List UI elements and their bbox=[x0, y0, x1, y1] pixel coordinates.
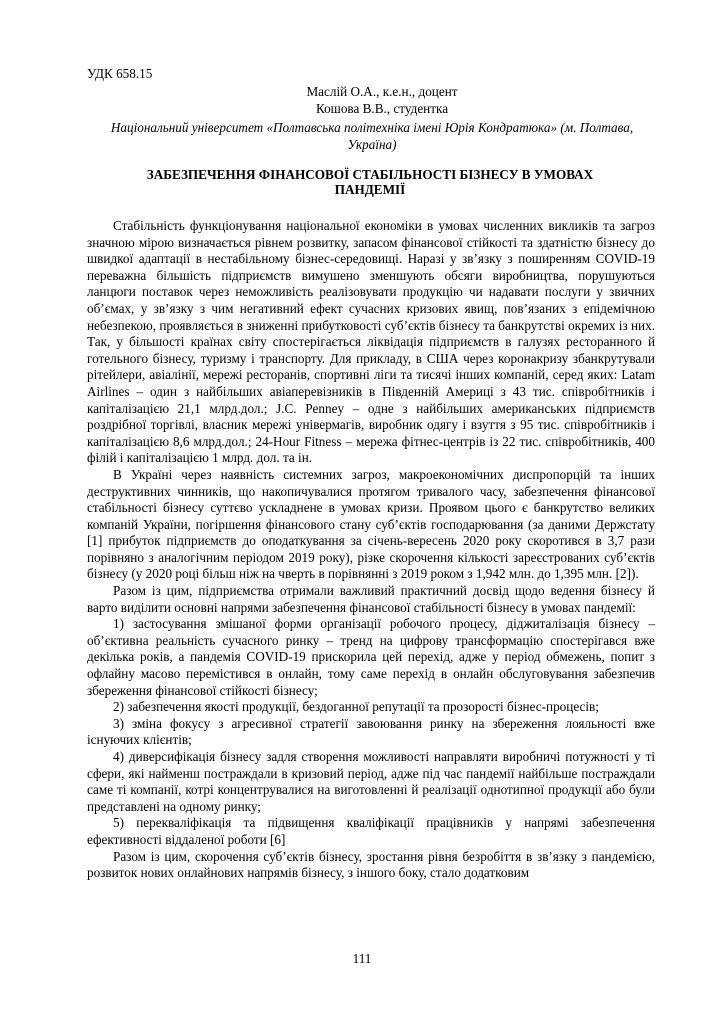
list-item: 3) зміна фокусу з агресивної стратегії завоювання ринку на збереження лояльності вже існуючих клієнтів; bbox=[87, 715, 655, 748]
article-title: ЗАБЕЗПЕЧЕННЯ ФІНАНСОВОЇ СТАБІЛЬНОСТІ БІЗНЕСУ В УМОВАХ ПАНДЕМІЇ bbox=[146, 167, 594, 197]
paragraph: Разом із цим, скорочення суб’єктів бізнесу, зростання рівня безробіття в зв’язку з пандемією, розвиток нових онлайнових напрямів бізнесу, з іншого боку, стало додатковим bbox=[87, 848, 655, 881]
paragraph: В Україні через наявність системних загроз, макроекономічних диспропорцій та інших деструктивних чинників, що накопичувалися протягом тривалого часу, забезпечення фінансової стабільності бізнесу суттєво ускладнене в умовах кризи. Проявом цього є банкрутство великих компаній України, погіршення фінансового стану суб’єктів господарювання (за даними Держстату [1] прибуток підприємств до оподаткування за січень-вересень 2020 року скоротився в 3,7 рази порівняно з аналогічним періодом 2019 року), різке скорочення кількості зареєстрованих суб’єктів бізнесу (у 2020 році більш ніж на чверть в порівнянні з 2019 роком з 1,942 млн. до 1,395 млн. [2]). bbox=[87, 466, 655, 582]
list-item: 2) забезпечення якості продукції, бездоганної репутації та прозорості бізнес-процесів; bbox=[113, 699, 599, 715]
affiliation: Національний університет «Полтавська політехніка імені Юрія Кондратюка» (м. Полтава, Україна) bbox=[110, 120, 634, 152]
article-body bbox=[87, 218, 655, 882]
list-item: 4) диверсифікація бізнесу задля створення можливості направляти виробничі потужності у ті сфери, які найменш постраждали в кризовий період, адже під час пандемії найбільше постраждали саме ті компанії, котрі концентрувалися на виготовленні й реалізації однотипної продукції або були представлені на одному ринку; bbox=[87, 749, 655, 814]
paragraph: Стабільність функціонування національної економіки в умовах численних викликів та загроз значною мірою визначається рівнем розвитку, запасом фінансової стійкості та здатністю бізнесу до швидкої адаптації в нестабільному бізнес-середовищі. Наразі у зв’язку з поширенням COVID-19 переважна більшість підприємств вимушено зменшують обсяги виробництва, порушуються ланцюги поставок через неможливість реалізовувати продукцію чи надавати послуги у звичних об’ємах, у зв’язку з чим негативний ефект сучасних кризових явищ, пов’язаних з епідемічною небезпекою, проявляється в зниженні прибутковості суб’єктів бізнесу та банкрутстві окремих із них. Так, у більшості країнах світу спостерігається ліквідація підприємств в галузях ресторанного й готельного бізнесу, туризму і транспорту. Для прикладу, в США через коронакризу збанкрутували рітейлери, авіалінії, мережі ресторанів, спортивні ліги та тисячі інших компаній, серед яких: Latam Airlines – один з найбільших авіаперевізників в Південній Америці з 43 тис. співробітників і капіталізацією 21,1 млрд.дол.; J.C. Penney – одне з найбільших американських підприємств роздрібної торгівлі, власник мережі універмагів, виробник одягу і взуття з 95 тис. співробітників і капіталізацією 8,6 млрд.дол.; 24-Hour Fitness – мережа фітнес-центрів із 22 тис. співробітників, 400 філій і капіталізацією 1 млрд. дол. та ін. bbox=[87, 218, 655, 466]
udc-code: УДК 658.15 bbox=[87, 66, 153, 81]
author-line-1: Маслій О.А., к.е.н., доцент bbox=[306, 84, 458, 99]
paragraph: Разом із цим, підприємства отримали важливий практичний досвід щодо ведення бізнесу й варто виділити основні напрями забезпечення фінансової стабільності бізнесу в умовах пандемії: bbox=[87, 583, 655, 615]
author-line-2: Кошова В.В., студентка bbox=[315, 101, 449, 116]
page-number: 111 bbox=[352, 951, 372, 966]
list-item: 1) застосування змішаної форми організації робочого процесу, діджиталізація бізнесу – об’єктивна реальність сучасного ринку – тренд на цифрову трансформацію спостерігався вже декілька років, а пандемія COVID-19 прискорила цей перехід, адже у період обмежень, попит з офлайну масово перемістився в онлайн, тому саме перехід в онлайн обслуговування забезпечив збереження фінансової стійкості бізнесу; bbox=[87, 616, 655, 698]
list-item: 5) перекваліфікація та підвищення кваліфікації працівників у напрямі забезпечення ефективності віддаленої роботи [6] bbox=[87, 815, 655, 847]
